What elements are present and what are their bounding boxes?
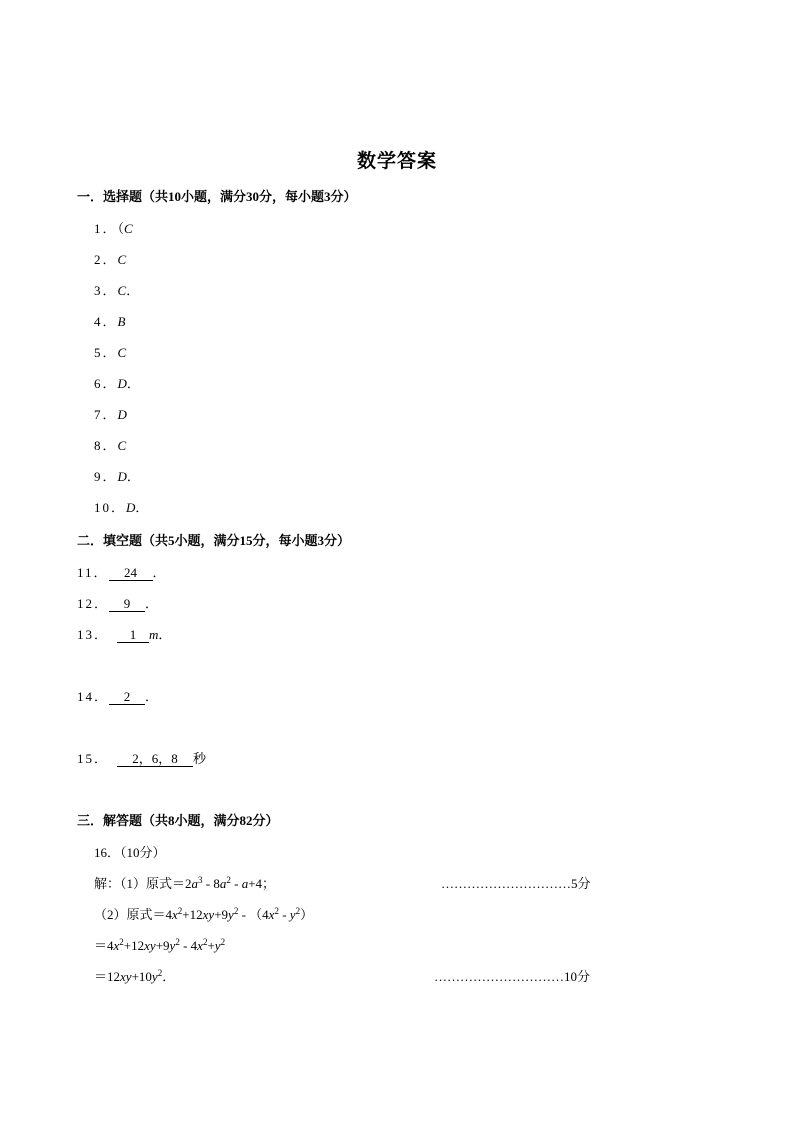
answer-prefix: （ (117, 221, 125, 236)
question-number: 15． (77, 751, 110, 766)
mc-answer-2 (94, 249, 126, 268)
answer-suffix: ． (152, 565, 166, 580)
mc-answer-5 (94, 342, 126, 361)
question-number: 13． (77, 627, 110, 642)
mc-answer-6 (94, 373, 140, 392)
fill-answer-13 (77, 624, 171, 643)
answer-blank: 2 (109, 690, 145, 705)
solution-step-2 (94, 935, 225, 954)
question-number: 5． (94, 345, 118, 360)
question-number: 3． (94, 283, 118, 298)
mc-answer-8 (94, 435, 126, 454)
dot-leader: ………………………… (434, 969, 564, 984)
answer-suffix: ． (145, 689, 159, 704)
expression-2: $4x^2+12xy+9y^2 - (4x^2 - y^2)$ (165, 906, 314, 922)
question-number: 6． (94, 376, 118, 391)
question-number: 12． (77, 596, 110, 611)
answer-blank: 1 (117, 628, 149, 643)
solve-label: 解： (94, 876, 121, 891)
question-number: 11． (77, 565, 109, 580)
score-marker-2 (434, 966, 590, 985)
expression-1: $2a^3 - 8a^2 - a+4$； (185, 875, 276, 891)
solution-step-3 (94, 966, 175, 985)
mc-answer-9 (94, 466, 140, 485)
page-title: 数学答案 (356, 151, 437, 172)
answer-letter: B (117, 314, 126, 329)
fill-answer-11 (77, 562, 166, 581)
solution-part-2 (94, 904, 313, 923)
score-label: 5分 (571, 876, 591, 891)
score-marker-1 (441, 873, 591, 892)
question-number: 7． (94, 407, 118, 422)
answer-letter: D (126, 500, 136, 515)
expression-3: $=4x^2+12xy+9y^2 - 4x^2+y^2$ (94, 937, 226, 953)
question-number: 4． (94, 314, 118, 329)
score-label: 10分 (564, 969, 591, 984)
mc-answer-1 (94, 218, 133, 237)
fill-answer-15 (77, 748, 206, 767)
dot-leader: ………………………… (441, 876, 571, 891)
mc-answer-4 (94, 311, 125, 330)
question-number: 9． (94, 469, 118, 484)
answer-letter: C (117, 345, 127, 360)
answer-blank: 24 (109, 566, 153, 581)
question-number: 2． (94, 252, 118, 267)
question-number: 8． (94, 438, 118, 453)
part-1-label: （1）原式＝ (120, 876, 186, 891)
section-heading-multiple-choice: 一．选择题（共10小题，满分30分，每小题3分） (77, 189, 357, 204)
question-number: 1． (94, 221, 118, 236)
answer-suffix: ． (135, 500, 149, 515)
question-number: 14． (77, 689, 110, 704)
answer-letter: C (117, 283, 127, 298)
part-2-label: （2）原式＝ (94, 907, 166, 922)
answer-suffix: ． (126, 469, 140, 484)
answer-suffix: 秒 (193, 751, 207, 766)
answer-suffix: ． (158, 627, 172, 642)
answer-blank: 2，6，8 (117, 752, 193, 767)
fill-answer-14 (77, 686, 158, 705)
answer-unit: m (149, 627, 159, 642)
expression-4: $=12xy+10y^2$． (94, 968, 176, 984)
answer-blank: 9 (109, 597, 145, 612)
mc-answer-3 (94, 280, 139, 299)
fill-answer-12 (77, 593, 158, 612)
answer-suffix: ． (126, 283, 140, 298)
answer-letter: D (117, 376, 127, 391)
answer-suffix: ． (145, 596, 159, 611)
question-16-label: 16．（10分） (94, 845, 166, 860)
section-heading-fill-in: 二．填空题（共5小题，满分15分，每小题3分） (77, 533, 351, 548)
answer-letter: D (117, 407, 127, 422)
answer-suffix: ． (126, 376, 140, 391)
mc-answer-7 (94, 404, 127, 423)
answer-letter: C (117, 438, 127, 453)
question-number: 10． (94, 500, 127, 515)
section-heading-solutions: 三．解答题（共8小题，满分82分） (77, 813, 279, 828)
solution-part-1 (94, 873, 275, 892)
answer-letter: C (117, 252, 127, 267)
answer-letter: C (124, 221, 133, 236)
answer-letter: D (117, 469, 127, 484)
mc-answer-10 (94, 497, 148, 516)
